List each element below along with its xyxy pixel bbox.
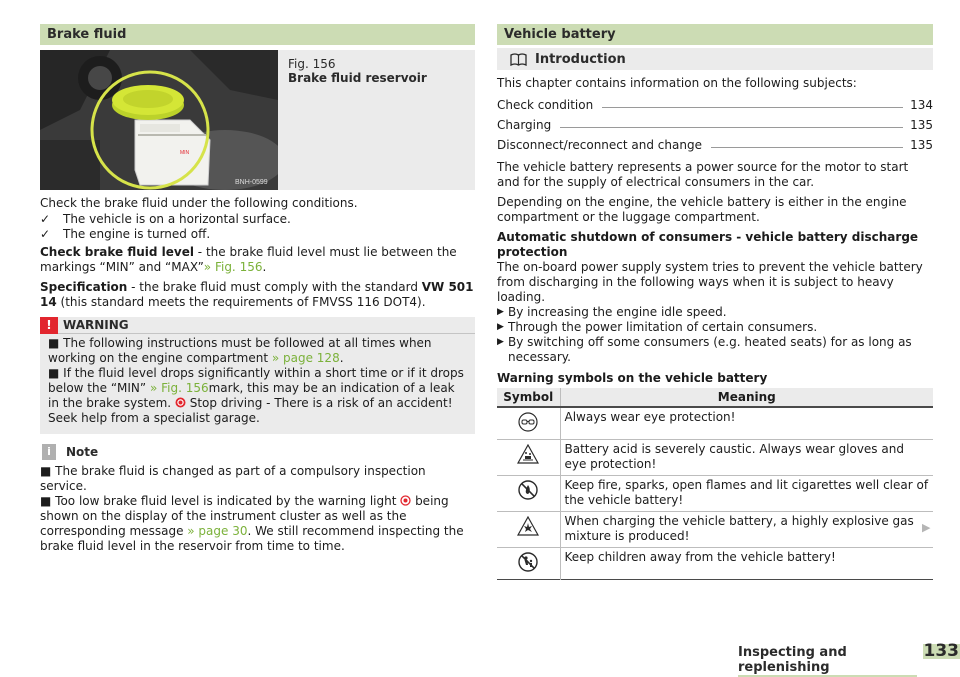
note-text: Too low brake fluid level is indicated by the warning light	[55, 494, 401, 508]
specification-label: Specification	[40, 280, 128, 294]
note-label: Note	[66, 444, 99, 459]
warning-header	[40, 317, 475, 334]
fig-156-link[interactable]: » Fig. 156	[149, 381, 209, 395]
list-item	[497, 335, 933, 365]
info-icon: i	[42, 444, 56, 460]
warning-icon: !	[40, 317, 58, 334]
toc-item[interactable]	[497, 93, 933, 113]
warning-text: The following instructions must be followed at all times when working on the engine compartment	[48, 336, 432, 365]
left-column	[40, 24, 475, 554]
bullet-text: Through the power limitation of certain consumers.	[508, 320, 818, 334]
toc-list	[497, 93, 933, 153]
warning-box	[40, 317, 475, 434]
note-text: being shown on the display of the instrument cluster as well as the corresponding message	[40, 494, 449, 538]
square-bullet: ■	[48, 366, 60, 380]
toc-page: 134	[910, 98, 933, 112]
section-title-vehicle-battery: Vehicle battery	[497, 24, 933, 45]
brake-warning-light-icon	[400, 495, 411, 506]
arrow-bullet-icon: ▶	[497, 322, 504, 332]
check-icon: ✓	[40, 212, 51, 226]
check-level-end: .	[262, 260, 267, 274]
toc-item[interactable]	[497, 133, 933, 153]
condition-text: The engine is turned off.	[63, 227, 211, 241]
column-header-meaning: Meaning	[560, 388, 933, 407]
shutdown-bullet-list	[497, 305, 933, 365]
shutdown-text: The on-board power supply system tries to prevent the vehicle battery from discharging in the following ways when it is subject to heavy loading.	[497, 260, 923, 304]
toc-page: 135	[910, 118, 933, 132]
note-item	[40, 494, 475, 554]
brake-warning-icon	[175, 397, 186, 408]
eye-protection-icon	[518, 412, 538, 432]
table-row	[497, 440, 933, 476]
toc-page: 135	[910, 138, 933, 152]
introduction-title: Introduction	[535, 51, 626, 67]
table-row	[497, 548, 933, 580]
meaning-cell: When charging the vehicle battery, a highly explosive gas mixture is produced!	[560, 512, 933, 548]
check-level-paragraph	[40, 245, 475, 275]
book-icon	[510, 53, 527, 66]
condition-list	[40, 212, 475, 242]
introduction-header	[497, 48, 933, 70]
toc-label: Charging	[497, 118, 552, 132]
footer-chapter-title: Inspecting and replenishing	[738, 645, 917, 677]
brake-fluid-reservoir-photo	[40, 50, 278, 190]
keep-children-away-icon	[518, 552, 538, 572]
warning-item	[48, 336, 467, 366]
column-header-symbol: Symbol	[497, 388, 560, 407]
meaning-cell: Battery acid is severely caustic. Always wear gloves and eye protection!	[560, 440, 933, 476]
arrow-bullet-icon: ▶	[497, 307, 504, 317]
specification-end: (this standard meets the requirements of FMVSS 116 DOT4).	[56, 295, 426, 309]
shutdown-title: Automatic shutdown of consumers - vehicle battery discharge protection	[497, 230, 919, 259]
toc-leader-line	[560, 127, 903, 128]
check-level-label: Check brake fluid level	[40, 245, 194, 259]
note-text: The brake fluid is changed as part of a compulsory inspection service.	[40, 464, 426, 493]
warning-body	[48, 334, 467, 426]
toc-item[interactable]	[497, 113, 933, 133]
bullet-text: By switching off some consumers (e.g. heated seats) for as long as necessary.	[508, 335, 912, 364]
note-text-end: . We still recommend inspecting the brake fluid level in the reservoir from time to time.	[40, 524, 464, 553]
battery-paragraph-2: Depending on the engine, the vehicle battery is either in the engine compartment or the luggage compartment.	[497, 195, 907, 224]
warning-text: If the fluid level drops significantly within a short time or if it drops below the “MIN”	[48, 366, 464, 395]
note-item	[40, 464, 475, 494]
condition-text: The vehicle is on a horizontal surface.	[63, 212, 291, 226]
symbol-cell	[497, 548, 560, 580]
square-bullet: ■	[40, 494, 52, 508]
table-title: Warning symbols on the vehicle battery	[497, 371, 768, 385]
note-body	[40, 464, 475, 554]
check-icon: ✓	[40, 227, 51, 241]
standard-name: VW 501 14	[40, 280, 474, 309]
check-intro: Check the brake fluid under the following conditions.	[40, 196, 358, 210]
warning-label: WARNING	[63, 317, 129, 332]
list-item	[497, 320, 933, 335]
note-header	[40, 444, 475, 460]
intro-text: This chapter contains information on the following subjects:	[497, 76, 857, 90]
meaning-cell: Always wear eye protection!	[560, 407, 933, 440]
figure-number: Fig. 156	[288, 57, 336, 71]
page-footer	[738, 641, 960, 677]
table-row	[497, 476, 933, 512]
figure-block	[40, 50, 475, 190]
specification-text: - the brake fluid must comply with the standard	[127, 280, 422, 294]
image-code: BNH-0599	[235, 179, 268, 186]
symbol-cell	[497, 512, 560, 548]
no-fire-icon	[518, 480, 538, 500]
arrow-bullet-icon: ▶	[497, 337, 504, 347]
bullet-text: By increasing the engine idle speed.	[508, 305, 727, 319]
table-row	[497, 512, 933, 548]
warning-item	[48, 366, 467, 426]
meaning-cell: Keep children away from the vehicle battery!	[560, 548, 933, 580]
warning-text-end: .	[339, 351, 344, 365]
reservoir-min-mark: MIN	[180, 150, 190, 156]
warning-text: mark, this may be an indication of a leak in the brake system.	[48, 381, 455, 410]
battery-paragraph-1: The vehicle battery represents a power source for the motor to start and for the supply of electrical consumers in the car.	[497, 160, 909, 189]
square-bullet: ■	[48, 336, 60, 350]
toc-leader-line	[602, 107, 903, 108]
table-header-row	[497, 388, 933, 407]
symbol-cell	[497, 440, 560, 476]
explosive-gas-icon	[517, 516, 539, 536]
meaning-cell: Keep fire, sparks, open flames and lit cigarettes well clear of the vehicle battery!	[560, 476, 933, 512]
list-item	[497, 305, 933, 320]
continue-arrow-icon: ▶	[922, 521, 931, 534]
toc-label: Disconnect/reconnect and change	[497, 138, 702, 152]
page-number: 133	[923, 641, 959, 661]
warning-text-end: Stop driving - There is a risk of an accident! Seek help from a specialist garage.	[48, 396, 453, 425]
symbol-cell	[497, 476, 560, 512]
page-128-link[interactable]: » page 128	[271, 351, 340, 365]
figure-title: Brake fluid reservoir	[288, 71, 427, 85]
specification-paragraph	[40, 280, 475, 310]
list-item	[40, 227, 475, 242]
battery-acid-icon	[517, 444, 539, 464]
toc-leader-line	[711, 147, 903, 148]
warning-symbols-table	[497, 388, 933, 580]
check-level-text: - the brake fluid level must lie between the markings “MIN” and “MAX”	[40, 245, 457, 274]
page-30-link[interactable]: » page 30	[187, 524, 248, 538]
symbol-cell	[497, 407, 560, 440]
section-title-brake-fluid: Brake fluid	[40, 24, 475, 45]
right-column	[497, 24, 933, 580]
table-row	[497, 407, 933, 440]
figure-caption	[288, 57, 427, 85]
list-item	[40, 212, 475, 227]
toc-label: Check condition	[497, 98, 594, 112]
square-bullet: ■	[40, 464, 52, 478]
shutdown-paragraph	[497, 230, 933, 305]
fig-156-link[interactable]: » Fig. 156	[203, 260, 263, 274]
